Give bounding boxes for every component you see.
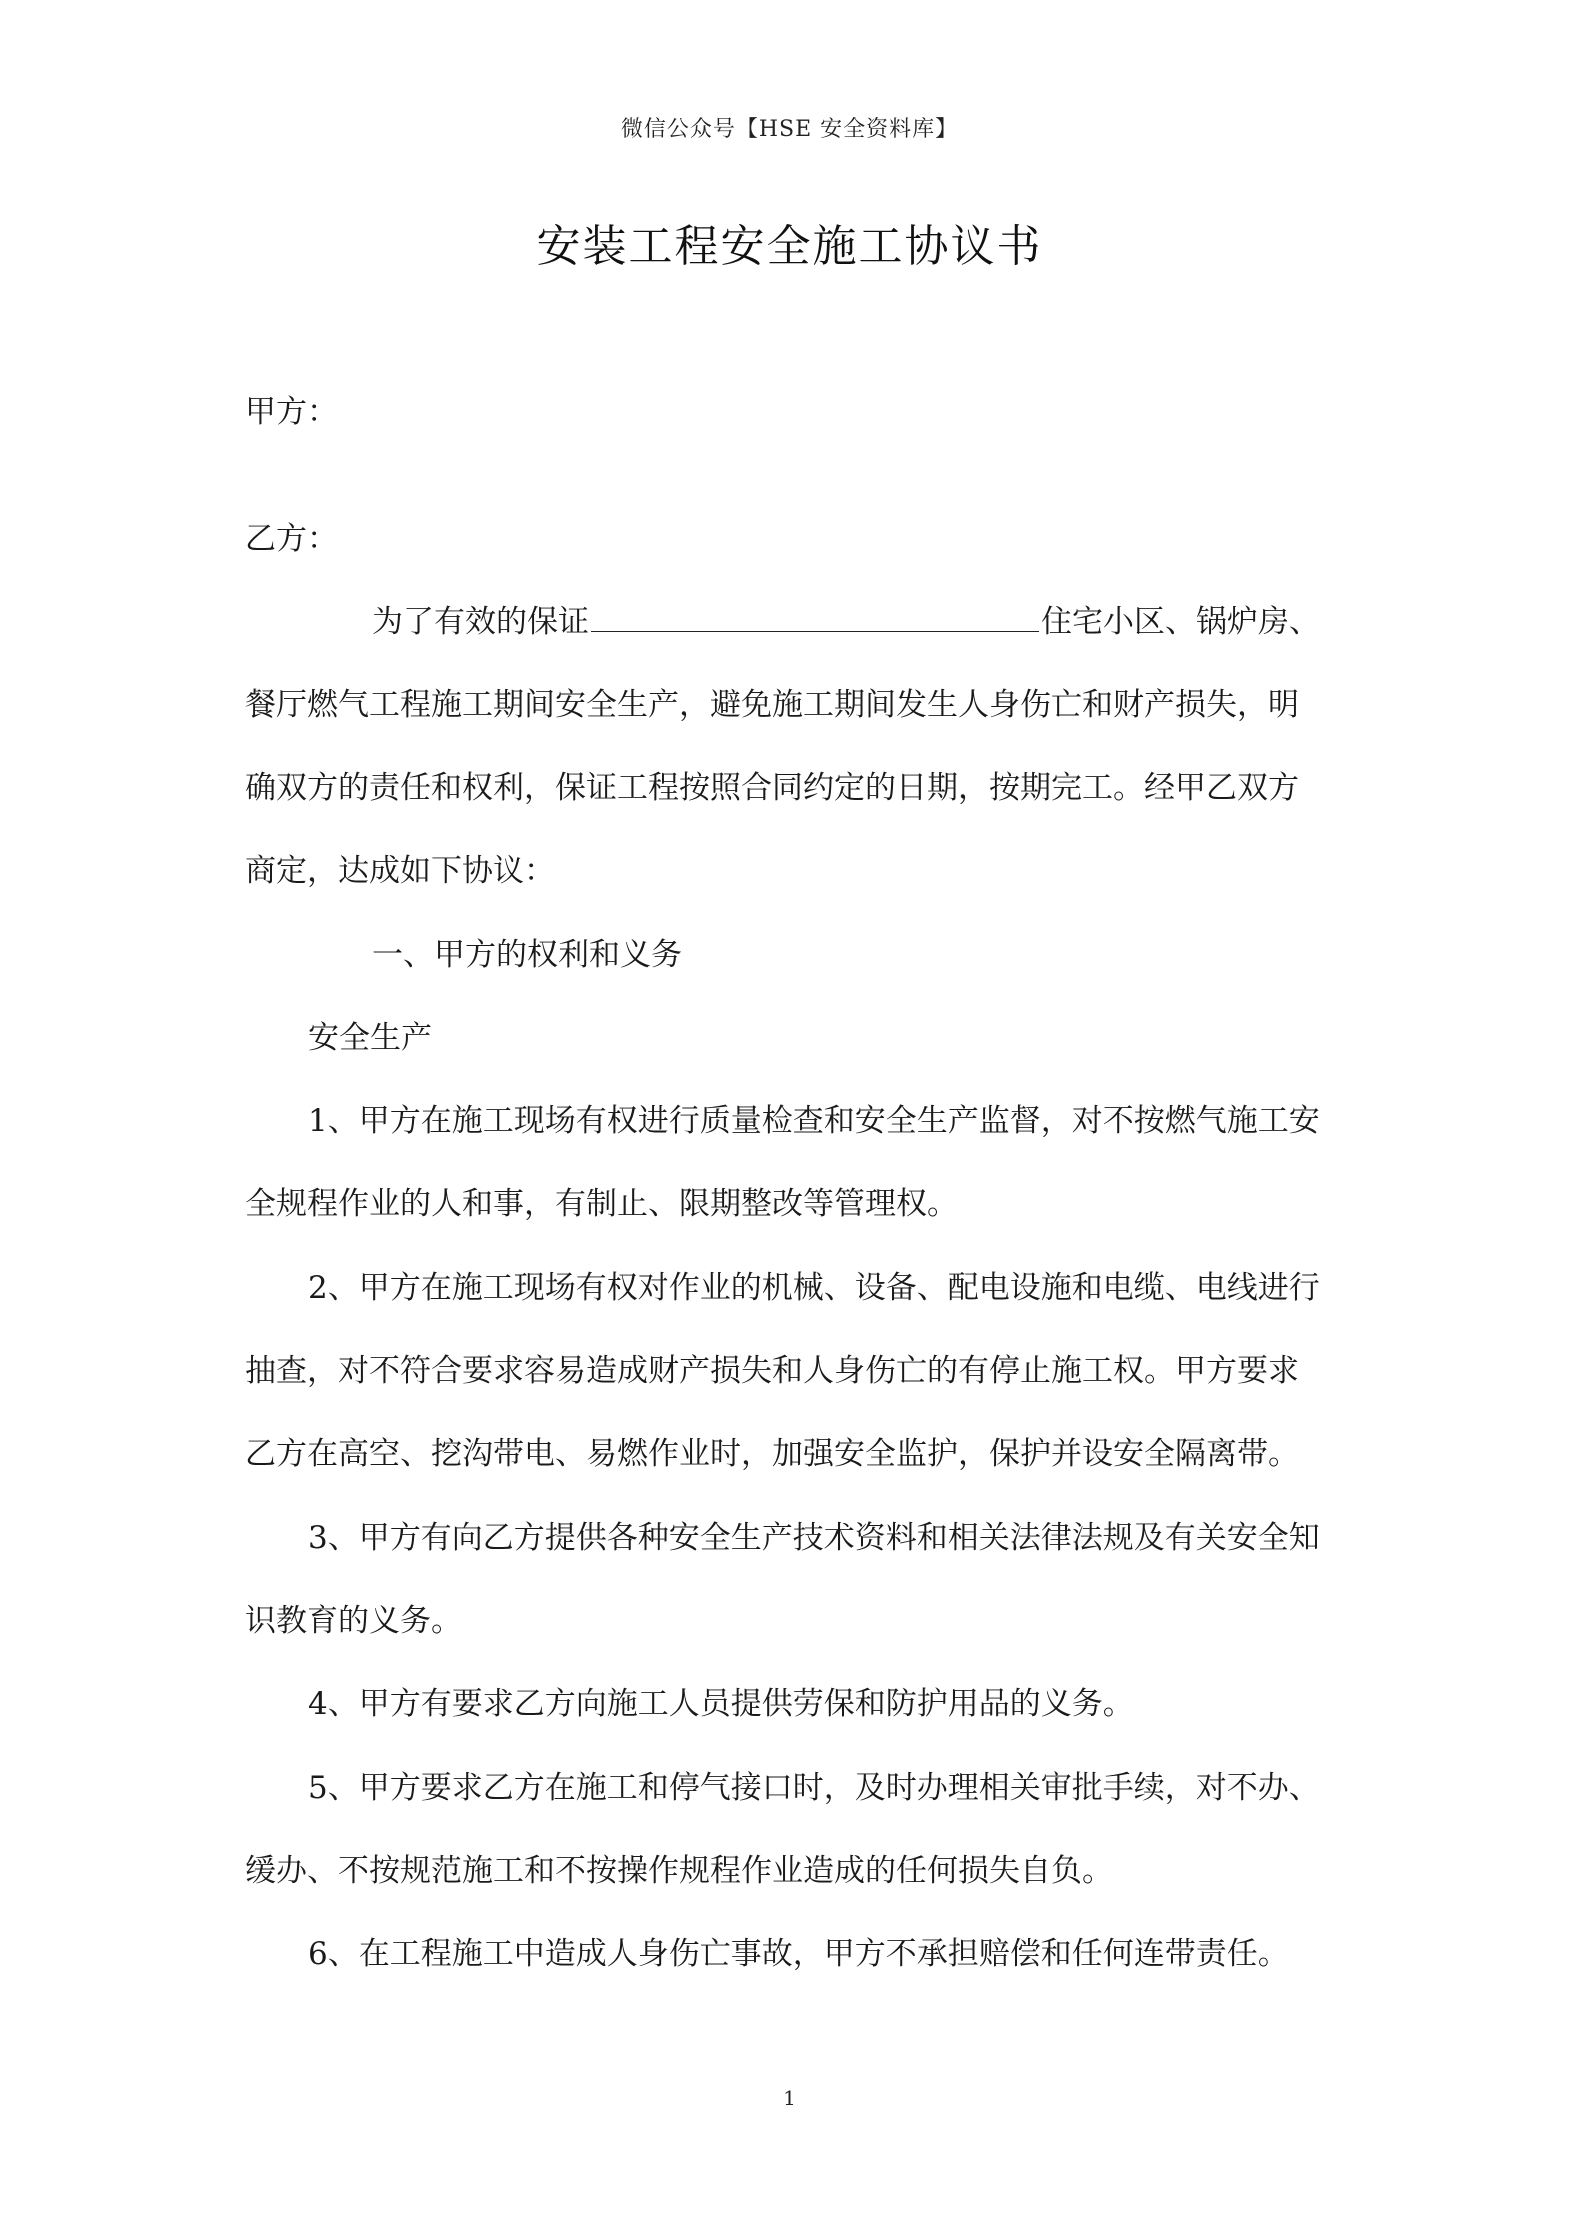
clause-2-line-2: 抽查，对不符合要求容易造成财产损失和人身伤亡的有停止施工权。甲方要求 xyxy=(245,1353,1299,1389)
clause-6-line-1: 6、在工程施工中造成人身伤亡事故，甲方不承担赔偿和任何连带责任。 xyxy=(308,1936,1289,1972)
clause-5-line-2: 缓办、不按规范施工和不按操作规程作业造成的任何损失自负。 xyxy=(245,1853,1113,1889)
intro-line-4: 商定，达成如下协议： xyxy=(245,853,555,889)
section-1-heading: 一、甲方的权利和义务 xyxy=(372,937,682,973)
header-note: 微信公众号【HSE 安全资料库】 xyxy=(620,117,959,142)
clause-5-line-1: 5、甲方要求乙方在施工和停气接口时，及时办理相关审批手续，对不办、 xyxy=(308,1770,1320,1806)
intro-line-1-before: 为了有效的保证 xyxy=(372,604,589,640)
subsection-heading: 安全生产 xyxy=(308,1020,432,1056)
document-title: 安装工程安全施工协议书 xyxy=(536,221,1043,272)
clause-3-line-1: 3、甲方有向乙方提供各种安全生产技术资料和相关法律法规及有关安全知 xyxy=(308,1520,1320,1556)
clause-4-line-1: 4、甲方有要求乙方向施工人员提供劳保和防护用品的义务。 xyxy=(308,1686,1134,1722)
clause-2-line-1: 2、甲方在施工现场有权对作业的机械、设备、配电设施和电缆、电线进行 xyxy=(308,1270,1320,1306)
intro-line-3: 确双方的责任和权利，保证工程按照合同约定的日期，按期完工。经甲乙双方 xyxy=(245,770,1299,806)
party-b-label: 乙方： xyxy=(245,521,338,557)
clause-1-line-1: 1、甲方在施工现场有权进行质量检查和安全生产监督，对不按燃气施工安 xyxy=(308,1103,1320,1139)
clause-1-line-2: 全规程作业的人和事，有制止、限期整改等管理权。 xyxy=(245,1186,958,1222)
project-name-blank xyxy=(591,605,1039,632)
clause-2-line-3: 乙方在高空、挖沟带电、易燃作业时，加强安全监护，保护并设安全隔离带。 xyxy=(245,1436,1299,1472)
clause-3-line-2: 识教育的义务。 xyxy=(245,1603,462,1639)
page-number: 1 xyxy=(783,2086,796,2110)
intro-line-2: 餐厅燃气工程施工期间安全生产，避免施工期间发生人身伤亡和财产损失，明 xyxy=(245,687,1299,723)
intro-line-1 xyxy=(372,602,1320,642)
intro-line-1-after: 住宅小区、锅炉房、 xyxy=(1041,604,1320,640)
party-a-label: 甲方： xyxy=(245,394,338,430)
